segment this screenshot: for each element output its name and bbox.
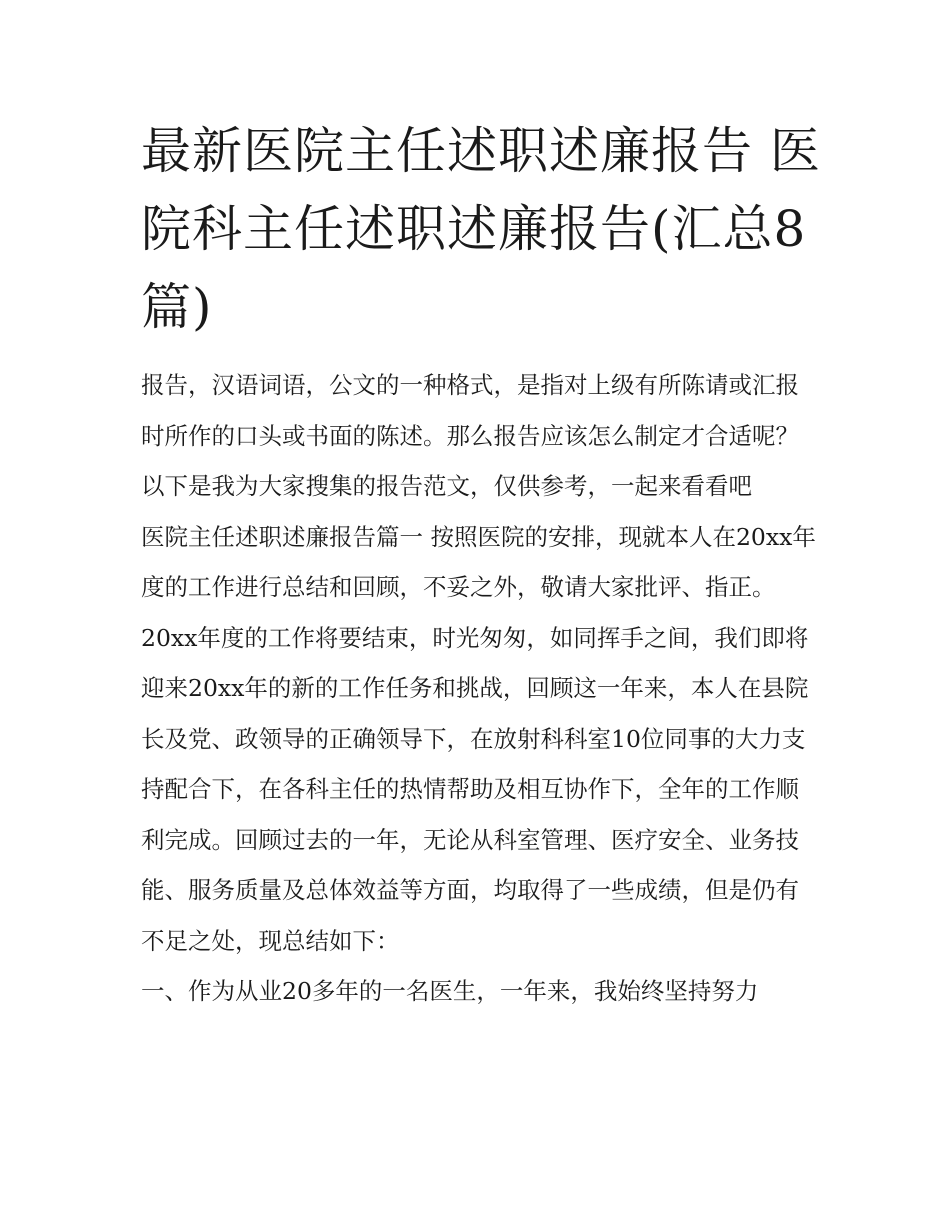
- document-body: [141, 360, 821, 1017]
- paragraph-section-one: 一、作为从业20多年的一名医生，一年来，我始终坚持努力: [141, 977, 759, 1005]
- paragraph-intro: 报告，汉语词语，公文的一种格式，是指对上级有所陈请或汇报时所作的口头或书面的陈述。那么报告应该怎么制定才合适呢？以下是我为大家搜集的报告范文，仅供参考，一起来看看吧: [141, 371, 799, 500]
- document-title: 最新医院主任述职述廉报告 医院科主任述职述廉报告(汇总8篇): [141, 122, 821, 336]
- paragraph-article-one: 医院主任述职述廉报告篇一 按照医院的安排，现就本人在20xx年度的工作进行总结和回顾，不妥之外，敬请大家批评、指正。: [141, 522, 816, 601]
- paragraph-year-review: 20xx年度的工作将要结束，时光匆匆，如同挥手之间，我们即将迎来20xx年的新的工作任务和挑战，回顾这一年来，本人在县院长及党、政领导的正确领导下，在放射科科室10位同事的大力支持配合下，在各科主任的热情帮助及相互协作下，全年的工作顺利完成。回顾过去的一年，无论从科室管理、医疗安全、业务技能、服务质量及总体效益等方面，均取得了一些成绩，但是仍有不足之处，现总结如下：: [141, 623, 809, 955]
- document-content: [141, 112, 821, 1017]
